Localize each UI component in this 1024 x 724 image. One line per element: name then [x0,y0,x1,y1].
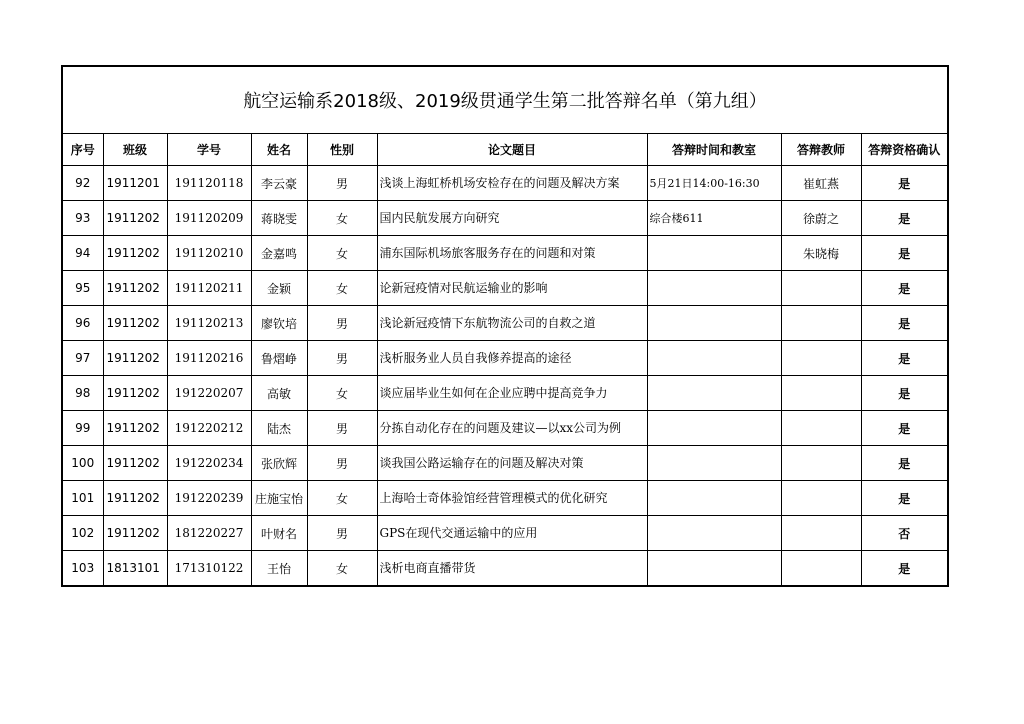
defense-time-room-cell: 5月21日14:00-16:30 [647,166,781,201]
thesis-title-cell: 国内民航发展方向研究 [377,201,647,236]
thesis-title-cell: 分拣自动化存在的问题及建议—以xx公司为例 [377,411,647,446]
defense-time-room-cell [647,236,781,271]
defense-list-sheet [61,65,949,587]
defense-time-room-cell [647,341,781,376]
defense-teacher-cell: 徐蔚之 [781,201,861,236]
thesis-title-cell: 谈我国公路运输存在的问题及解决对策 [377,446,647,481]
thesis-title-cell: 浅析服务业人员自我修养提高的途径 [377,341,647,376]
gender-cell: 男 [307,341,377,376]
defense-teacher-cell [781,446,861,481]
class-cell: 1911202 [103,481,167,516]
defense-teacher-cell [781,341,861,376]
gender-cell: 男 [307,446,377,481]
eligibility-cell: 是 [861,236,947,271]
student-id-cell: 191120209 [167,201,251,236]
student-id-cell: 191120213 [167,306,251,341]
defense-teacher-cell: 崔虹燕 [781,166,861,201]
thesis-title-cell: 论新冠疫情对民航运输业的影响 [377,271,647,306]
defense-teacher-cell [781,376,861,411]
thesis-title-cell: 浅谈上海虹桥机场安检存在的问题及解决方案 [377,166,647,201]
gender-cell: 女 [307,201,377,236]
eligibility-cell: 是 [861,481,947,516]
student-name-cell: 张欣辉 [251,446,307,481]
class-cell: 1911202 [103,306,167,341]
student-id-cell: 191220239 [167,481,251,516]
table-row [63,236,947,271]
header-cell: 姓名 [251,134,307,166]
defense-teacher-cell [781,411,861,446]
student-name-cell: 金嘉鸣 [251,236,307,271]
class-cell: 1911202 [103,411,167,446]
student-name-cell: 王怡 [251,551,307,586]
student-id-cell: 191220234 [167,446,251,481]
header-cell: 答辩资格确认 [861,134,947,166]
class-cell: 1911202 [103,516,167,551]
class-cell: 1911202 [103,201,167,236]
row-number-cell: 95 [63,271,103,306]
defense-time-room-cell [647,516,781,551]
row-number-cell: 94 [63,236,103,271]
gender-cell: 女 [307,236,377,271]
student-name-cell: 叶财名 [251,516,307,551]
row-number-cell: 92 [63,166,103,201]
eligibility-cell: 是 [861,201,947,236]
gender-cell: 男 [307,166,377,201]
table-row [63,551,947,586]
defense-teacher-cell [781,516,861,551]
student-id-cell: 171310122 [167,551,251,586]
thesis-title-cell: 浅论新冠疫情下东航物流公司的自救之道 [377,306,647,341]
defense-teacher-cell [781,551,861,586]
table-row [63,166,947,201]
student-name-cell: 庄施宝怡 [251,481,307,516]
defense-time-room-cell: 综合楼611 [647,201,781,236]
header-cell: 学号 [167,134,251,166]
row-number-cell: 101 [63,481,103,516]
class-cell: 1911202 [103,341,167,376]
table-row [63,306,947,341]
table-row [63,516,947,551]
eligibility-cell: 是 [861,551,947,586]
row-number-cell: 103 [63,551,103,586]
sheet-title: 航空运输系2018级、2019级贯通学生第二批答辩名单（第九组） [63,67,947,134]
row-number-cell: 96 [63,306,103,341]
defense-teacher-cell: 朱晓梅 [781,236,861,271]
table-row [63,446,947,481]
eligibility-cell: 是 [861,376,947,411]
gender-cell: 男 [307,516,377,551]
header-cell: 答辩教师 [781,134,861,166]
eligibility-cell: 是 [861,306,947,341]
student-name-cell: 鲁熠峥 [251,341,307,376]
defense-time-room-cell [647,551,781,586]
defense-teacher-cell [781,271,861,306]
defense-table [63,134,947,585]
defense-teacher-cell [781,481,861,516]
student-id-cell: 191220212 [167,411,251,446]
student-name-cell: 李云豪 [251,166,307,201]
header-cell: 论文题目 [377,134,647,166]
gender-cell: 男 [307,411,377,446]
student-id-cell: 191120210 [167,236,251,271]
row-number-cell: 100 [63,446,103,481]
class-cell: 1911202 [103,376,167,411]
class-cell: 1911202 [103,271,167,306]
gender-cell: 女 [307,551,377,586]
eligibility-cell: 否 [861,516,947,551]
eligibility-cell: 是 [861,411,947,446]
student-id-cell: 191120118 [167,166,251,201]
defense-time-room-cell [647,271,781,306]
gender-cell: 男 [307,306,377,341]
class-cell: 1911202 [103,236,167,271]
eligibility-cell: 是 [861,341,947,376]
gender-cell: 女 [307,376,377,411]
class-cell: 1813101 [103,551,167,586]
header-cell: 序号 [63,134,103,166]
defense-time-room-cell [647,481,781,516]
defense-time-room-cell [647,306,781,341]
defense-time-room-cell [647,411,781,446]
class-cell: 1911201 [103,166,167,201]
table-row [63,271,947,306]
eligibility-cell: 是 [861,166,947,201]
thesis-title-cell: 上海哈士奇体验馆经营管理模式的优化研究 [377,481,647,516]
thesis-title-cell: 谈应届毕业生如何在企业应聘中提高竞争力 [377,376,647,411]
student-name-cell: 金颖 [251,271,307,306]
thesis-title-cell: GPS在现代交通运输中的应用 [377,516,647,551]
student-name-cell: 蒋晓雯 [251,201,307,236]
student-name-cell: 高敏 [251,376,307,411]
header-cell: 班级 [103,134,167,166]
student-name-cell: 陆杰 [251,411,307,446]
row-number-cell: 93 [63,201,103,236]
thesis-title-cell: 浦东国际机场旅客服务存在的问题和对策 [377,236,647,271]
table-row [63,481,947,516]
table-row [63,376,947,411]
table-row [63,201,947,236]
gender-cell: 女 [307,271,377,306]
row-number-cell: 98 [63,376,103,411]
student-id-cell: 191220207 [167,376,251,411]
header-cell: 性别 [307,134,377,166]
thesis-title-cell: 浅析电商直播带货 [377,551,647,586]
defense-teacher-cell [781,306,861,341]
table-row [63,341,947,376]
student-id-cell: 181220227 [167,516,251,551]
row-number-cell: 99 [63,411,103,446]
eligibility-cell: 是 [861,446,947,481]
student-name-cell: 廖钦培 [251,306,307,341]
defense-time-room-cell [647,376,781,411]
class-cell: 1911202 [103,446,167,481]
header-row [63,134,947,166]
table-row [63,411,947,446]
header-cell: 答辩时间和教室 [647,134,781,166]
student-id-cell: 191120211 [167,271,251,306]
defense-time-room-cell [647,446,781,481]
row-number-cell: 97 [63,341,103,376]
student-id-cell: 191120216 [167,341,251,376]
eligibility-cell: 是 [861,271,947,306]
row-number-cell: 102 [63,516,103,551]
gender-cell: 女 [307,481,377,516]
